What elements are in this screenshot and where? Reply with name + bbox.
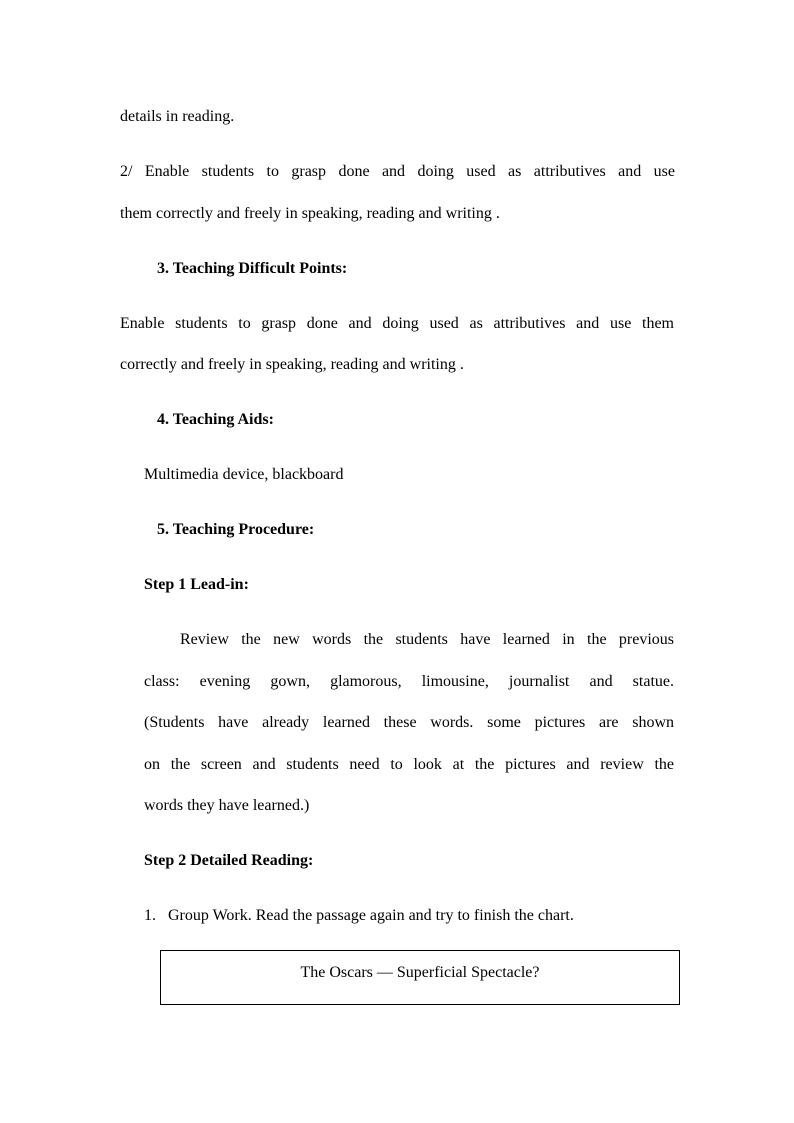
section-heading: 4. Teaching Aids: — [157, 411, 274, 428]
paragraph-line: class: evening gown, glamorous, limousine, journalist and statue. — [144, 673, 674, 690]
section-heading: 3. Teaching Difficult Points: — [157, 260, 348, 277]
paragraph-line: (Students have already learned these words. some pictures are shown — [144, 714, 674, 731]
teaching-aids-text: Multimedia device, blackboard — [144, 466, 344, 483]
difficult-points-line: correctly and freely in speaking, reading and writing . — [120, 356, 464, 373]
list-item-text: Group Work. Read the passage again and try to finish the chart. — [168, 907, 574, 924]
paragraph-line: Review the new words the students have learned in the previous — [180, 631, 674, 648]
paragraph-line: on the screen and students need to look at the pictures and review the — [144, 756, 674, 773]
objective-line: 2/ Enable students to grasp done and doing used as attributives and use — [120, 163, 675, 180]
step-heading: Step 2 Detailed Reading: — [144, 852, 314, 869]
difficult-points-line: Enable students to grasp done and doing used as attributives and use them — [120, 315, 674, 332]
objective-line: them correctly and freely in speaking, reading and writing . — [120, 205, 500, 222]
section-heading: 5. Teaching Procedure: — [157, 521, 315, 538]
paragraph-line: words they have learned.) — [144, 797, 310, 814]
list-number: 1. — [144, 907, 156, 924]
step-heading: Step 1 Lead-in: — [144, 576, 249, 593]
chart-table — [160, 950, 680, 1005]
text-line: details in reading. — [120, 108, 235, 125]
chart-table-title: The Oscars — Superficial Spectacle? — [300, 964, 540, 981]
